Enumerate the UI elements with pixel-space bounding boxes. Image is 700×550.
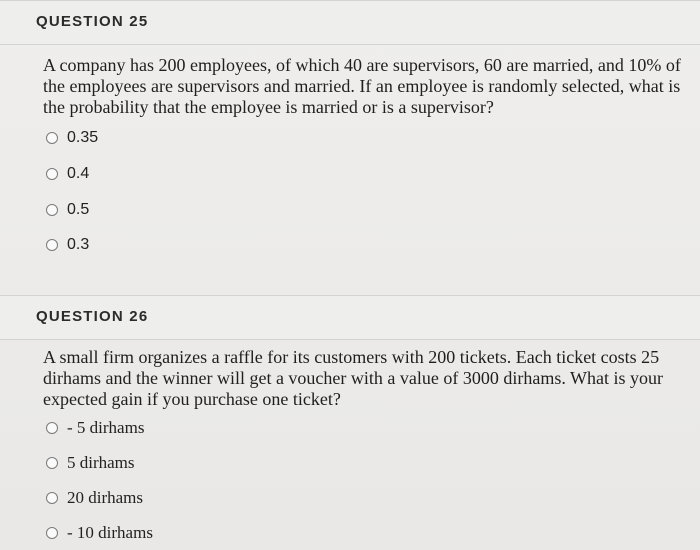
option-label: 0.3 [67,236,90,253]
question-25-header [0,0,700,45]
radio-button-icon[interactable] [46,457,58,469]
option-label: 20 dirhams [67,488,144,507]
question-25-option-1[interactable] [46,127,98,149]
radio-button-icon[interactable] [46,132,58,144]
question-25-title: QUESTION 25 [36,13,149,30]
radio-button-icon[interactable] [46,239,58,251]
question-26-option-4[interactable] [46,522,153,544]
radio-button-icon[interactable] [46,168,58,180]
question-25-text: A company has 200 employees, of which 40 are supervisors, 60 are married, and 10% of the employees are supervisors and married. If an employee is randomly selected, what is the probability that the employee is married or is a supervisor? [43,55,681,117]
question-26-option-2[interactable] [46,452,135,474]
radio-button-icon[interactable] [46,204,58,216]
radio-button-icon[interactable] [46,527,58,539]
question-26-title: QUESTION 26 [36,308,149,325]
question-26-header [0,295,700,340]
option-label: - 10 dirhams [67,523,153,542]
option-label: 0.35 [67,129,99,146]
question-25-option-4[interactable] [46,234,89,256]
option-label: 0.5 [67,201,90,218]
option-label: - 5 dirhams [67,418,145,437]
radio-button-icon[interactable] [46,422,58,434]
question-26-text: A small firm organizes a raffle for its customers with 200 tickets. Each ticket costs 25 dirhams and the winner will get a voucher with a value of 3000 dirhams. What is your expected gain if you purchase one ticket? [43,347,664,409]
option-label: 0.4 [67,165,90,182]
radio-button-icon[interactable] [46,492,58,504]
option-label: 5 dirhams [67,453,135,472]
question-25-option-2[interactable] [46,163,89,185]
question-25-option-3[interactable] [46,199,89,221]
question-26-option-1[interactable] [46,417,144,439]
question-26-option-3[interactable] [46,487,143,509]
